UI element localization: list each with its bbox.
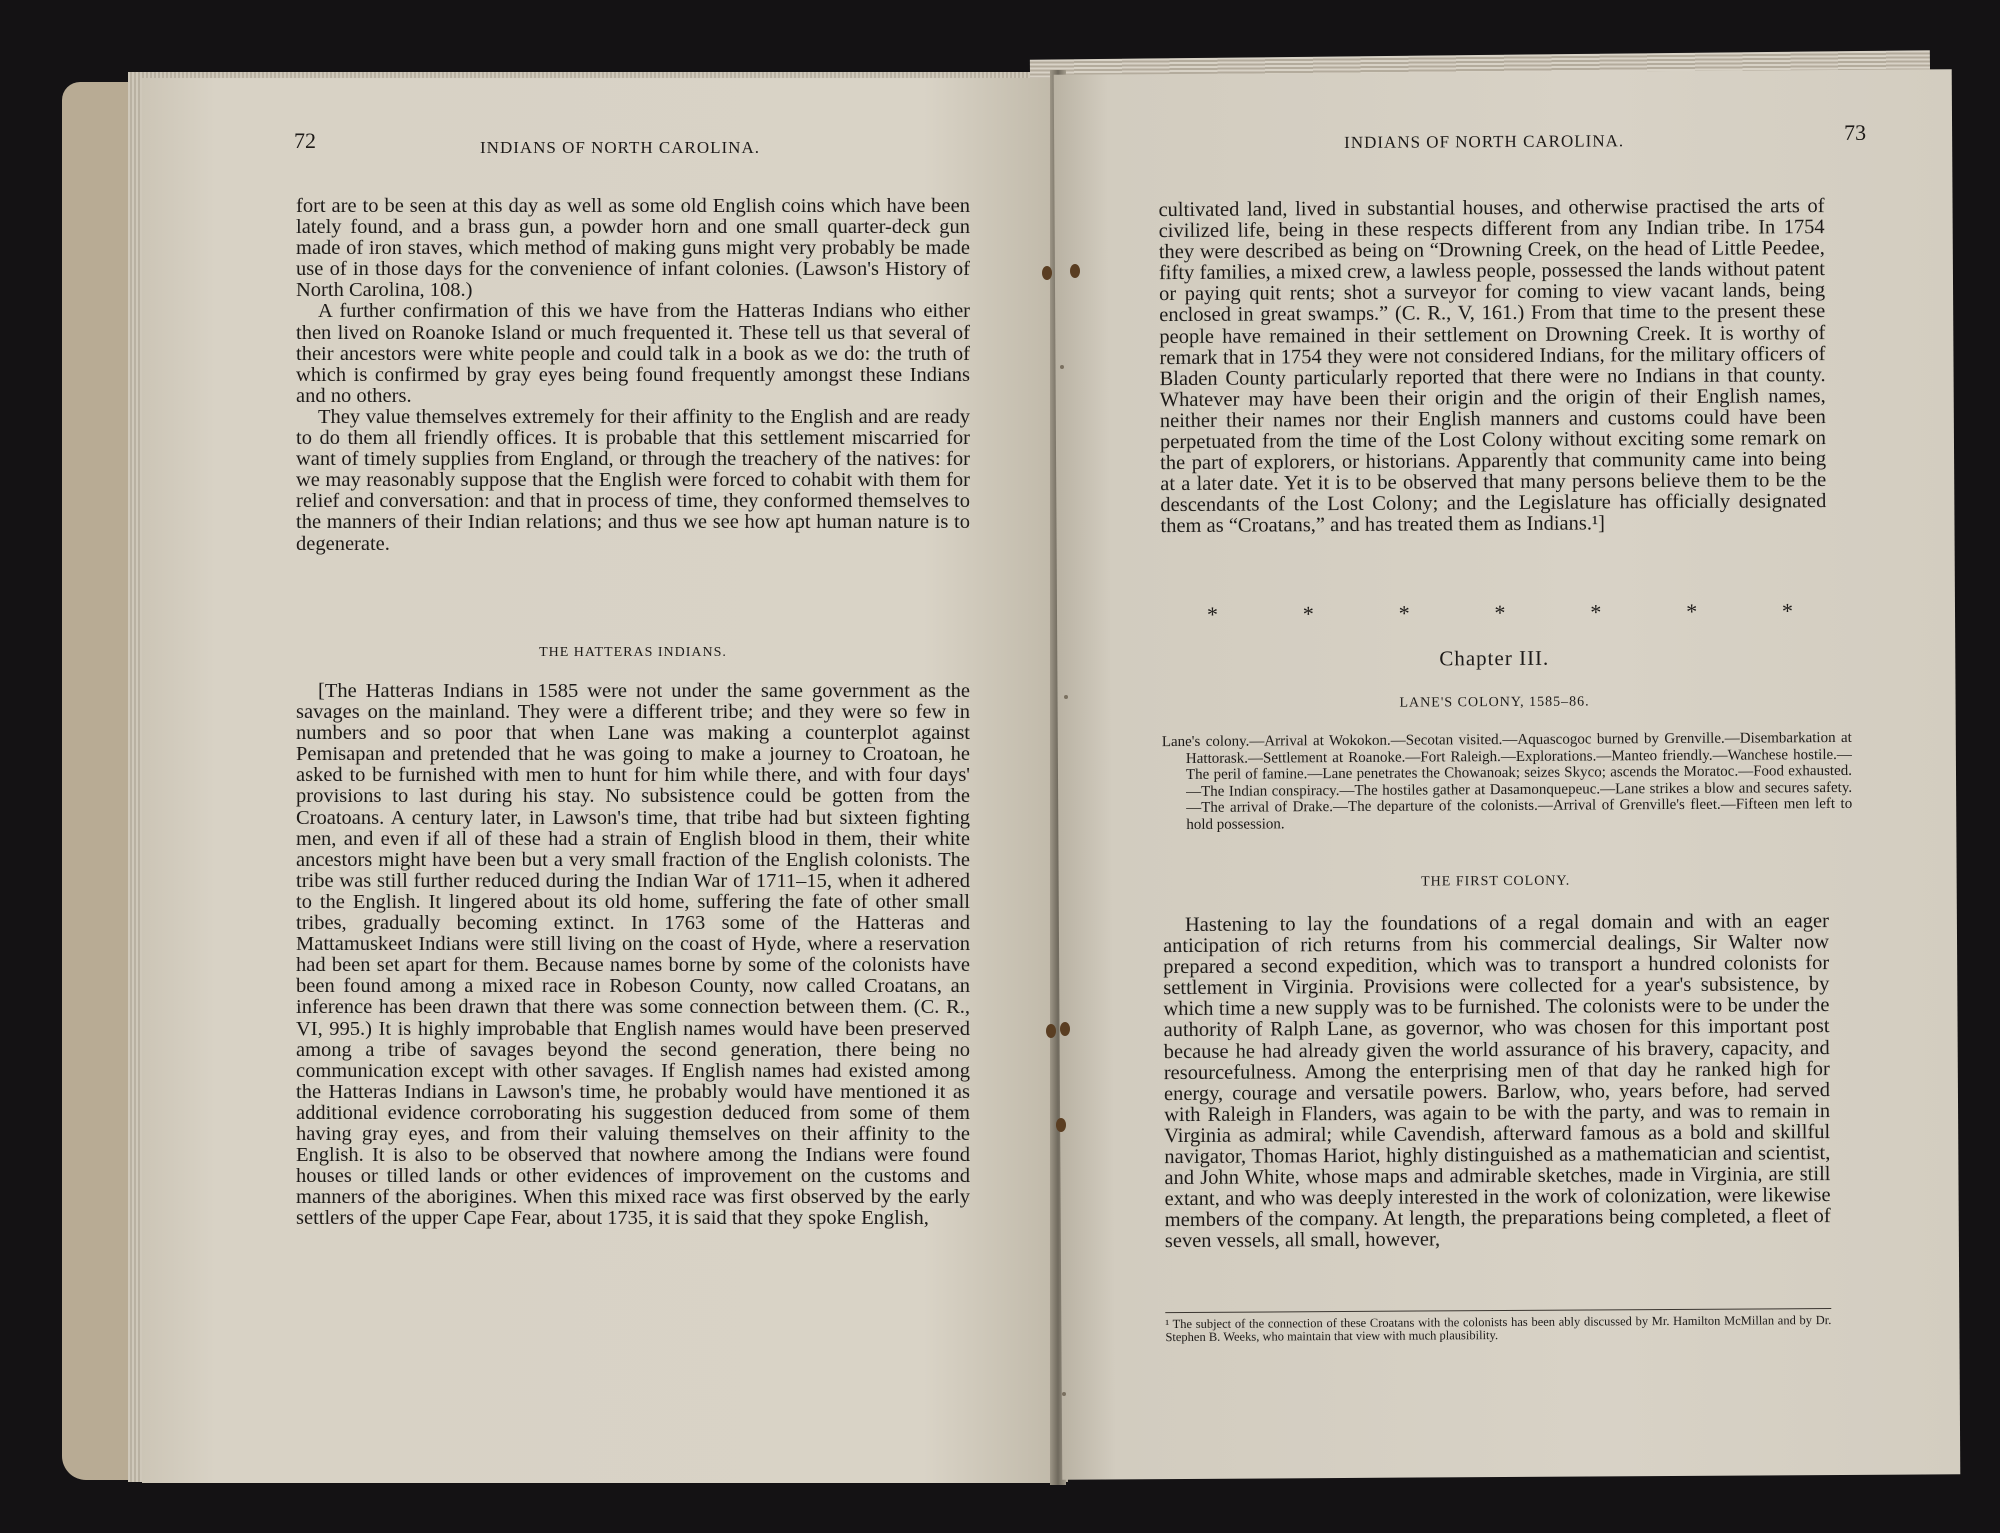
footnote: ¹ The subject of the connection of these Croatans with the colonists has been ably discussed by Mr. Hamilton McMillan and by Dr. Stephen B. Weeks, who maintain that view with much plausibility. xyxy=(1165,1313,1832,1345)
binding-hole xyxy=(1056,1118,1066,1132)
star: * xyxy=(1781,598,1794,624)
section-break-stars xyxy=(1207,598,1793,628)
binding-mark xyxy=(1064,695,1068,699)
right-paragraph-1: cultivated land, lived in substantial houses, and otherwise practised the arts of civilized life, being in these respects different from any Indian tribe. In 1754 they were described as being on “Drowning Creek, on the head of Little Peedee, fifty families, a mixed crew, a lawless people, possessed the lands without patent or paying quit rents; shot a surveyor for coming to view vacant lands, being enclosed in great swamps.” (C. R., V, 161.) From that time to the present these people have remained in their settlement on Drowning Creek. It is worthy of remark that in 1754 they were not considered Indians, for the military officers of Bladen County particularly reported that there were no Indians in that county. Whatever may have been their origin and the origin of their English names, neither their names nor their English manners and customs could have been perpetuated from the time of the Lost Colony without exciting some remark on the part of explorers, or historians. Apparently that community came into being at a later date. Yet it is to be observed that many persons believe them to be the descendants of the Lost Colony; and the Legislature has officially designated them as “Croatans,” and has treated them as Indians.¹] xyxy=(1158,195,1827,538)
left-section-paragraph: [The Hatteras Indians in 1585 were not under the same government as the savages on the mainland. They were a different tribe; and they were so few in numbers and so poor that when Lane was making a counterplot against Pemisapan and pretended that he was going to make a journey to Croatoan, he asked to be furnished with men to hunt for him while there, and with four days' provisions to last during his stay. No subsistence could be gotten from the Croatoans. A century later, in Lawson's time, that tribe had but sixteen fighting men, and even if all of these had a strain of English blood in them, their white ancestors might have been but a very small fraction of the English colonists. The tribe was still further reduced during the Indian War of 1711–15, when it adhered to the English. It lingered about its old home, suffering the fate of other small tribes, gradually becoming extinct. In 1763 some of the Hatteras and Mattamuskeet Indians were still living on the coast of Hyde, where a reservation had been set apart for them. Because names borne by some of the colonists have been found among a mixed race in Robeson County, now called Croatans, an inference has been drawn that there was some connection between them. (C. R., VI, 995.) It is highly improbable that English names would have been preserved among a tribe of savages beyond the second generation, there being no communication except with other savages. If English names had existed among the Hatteras Indians in Lawson's time, he probably would have mentioned it as additional evidence corroborating his suggestion deduced from some of them having gray eyes, and from their valuing themselves on their affinity to the English. It is also to be observed that nowhere among the Indians were found houses or tilled lands or other evidences of improvement on the customs and manners of the aborigines. When this mixed race was first observed by the early settlers of the upper Cape Fear, about 1735, it is said that they spoke English, xyxy=(296,680,970,1230)
star: * xyxy=(1590,599,1602,625)
right-running-head: INDIANS OF NORTH CAROLINA. xyxy=(1344,131,1625,152)
chapter-title: Chapter III. xyxy=(1439,645,1550,671)
star: * xyxy=(1302,601,1314,627)
footnote-rule xyxy=(1165,1308,1831,1313)
star: * xyxy=(1494,600,1506,626)
left-page-number: 72 xyxy=(294,128,316,153)
binding-mark xyxy=(1062,1392,1066,1396)
binding-holes xyxy=(1042,0,1082,1533)
binding-hole xyxy=(1042,266,1052,280)
right-section-text xyxy=(1163,911,1831,1253)
right-body-text xyxy=(1158,196,1826,538)
star: * xyxy=(1206,601,1219,627)
binding-hole xyxy=(1070,264,1080,278)
binding-mark xyxy=(1060,365,1064,369)
left-running-head: INDIANS OF NORTH CAROLINA. xyxy=(480,138,760,157)
right-page xyxy=(1054,69,1961,1479)
left-page xyxy=(142,78,1062,1483)
star: * xyxy=(1398,600,1410,626)
right-section-paragraph: Hastening to lay the foundations of a regal domain and with an eager anticipation of rich returns from his commercial dealings, Sir Walter now prepared a second expedition, which was to transport a hundred colonists for settlement in Virginia. Provisions were collected for a year's subsistence, by which time a new supply was to be furnished. The colonists were to be under the authority of Ralph Lane, as governor, who was chosen for this important post because he had already given the world assurance of his bravery, capacity, and resourcefulness. Among the enterprising men of that day he ranked high for energy, courage and versatile powers. Barlow, who, years before, had served with Raleigh in Flanders, was again to be with the party, and was to remain in Virginia as admiral; while Cavendish, afterward famous as a bold and skillful navigator, Thomas Hariot, highly distinguished as a mathematician and scientist, and John White, whose maps and admirable sketches, made in Virginia, are still extant, and who was deeply interested in the work of colonization, were likewise members of the company. At length, the preparations being completed, a fleet of seven vessels, all small, however, xyxy=(1162,910,1831,1253)
right-section-heading: THE FIRST COLONY. xyxy=(1421,873,1571,890)
star: * xyxy=(1686,598,1698,624)
left-body-text xyxy=(296,196,970,555)
left-paragraph-1: fort are to be seen at this day as well as some old English coins which have been lately found, and a brass gun, a powder horn and one small quarter-deck gun made of iron staves, which method of making guns might very probably be made use of in those days for the convenience of infant colonies. (Lawson's History of North Carolina, 108.) xyxy=(296,195,970,302)
left-section-heading: THE HATTERAS INDIANS. xyxy=(539,645,727,660)
left-paragraph-3: They value themselves extremely for their affinity to the English and are ready to do them all friendly offices. It is probable that this settlement miscarried for want of timely supplies from England, or through the treachery of the natives: for we may reasonably suppose that the English were forced to cohabit with them for relief and conversation: and that in process of time, they conformed themselves to the manners of their Indian relations; and thus we see how apt human nature is to degenerate. xyxy=(296,405,970,555)
chapter-summary: Lane's colony.—Arrival at Wokokon.—Secotan visited.—Aquascogoc burned by Grenville.—Disembarkation at Hattorask.—Settlement at Roanoke.—Fort Raleigh.—Explorations.—Manteo friendly.—Wanchese hostile.—The peril of famine.—Lane penetrates the Chowanoak; seizes Skyco; ascends the Moratoc.—Food exhausted.—The Indian conspiracy.—The hostiles gather at Dasamonquepeuc.—Lane strikes a blow and secures safety.—The arrival of Drake.—The departure of the colonists.—Arrival of Grenville's fleet.—Fifteen men left to hold possession. xyxy=(1161,729,1853,833)
right-page-number: 73 xyxy=(1844,119,1867,145)
binding-hole xyxy=(1060,1022,1070,1036)
chapter-subtitle: LANE'S COLONY, 1585–86. xyxy=(1399,694,1590,711)
left-section-text xyxy=(296,681,970,1229)
left-paragraph-2: A further confirmation of this we have from the Hatteras Indians who either then lived on Roanoke Island or much frequented it. These tell us that several of their ancestors were white people and could talk in a book as we do: the truth of which is confirmed by gray eyes being found frequently amongst these Indians and no others. xyxy=(296,300,970,407)
binding-hole xyxy=(1046,1024,1056,1038)
